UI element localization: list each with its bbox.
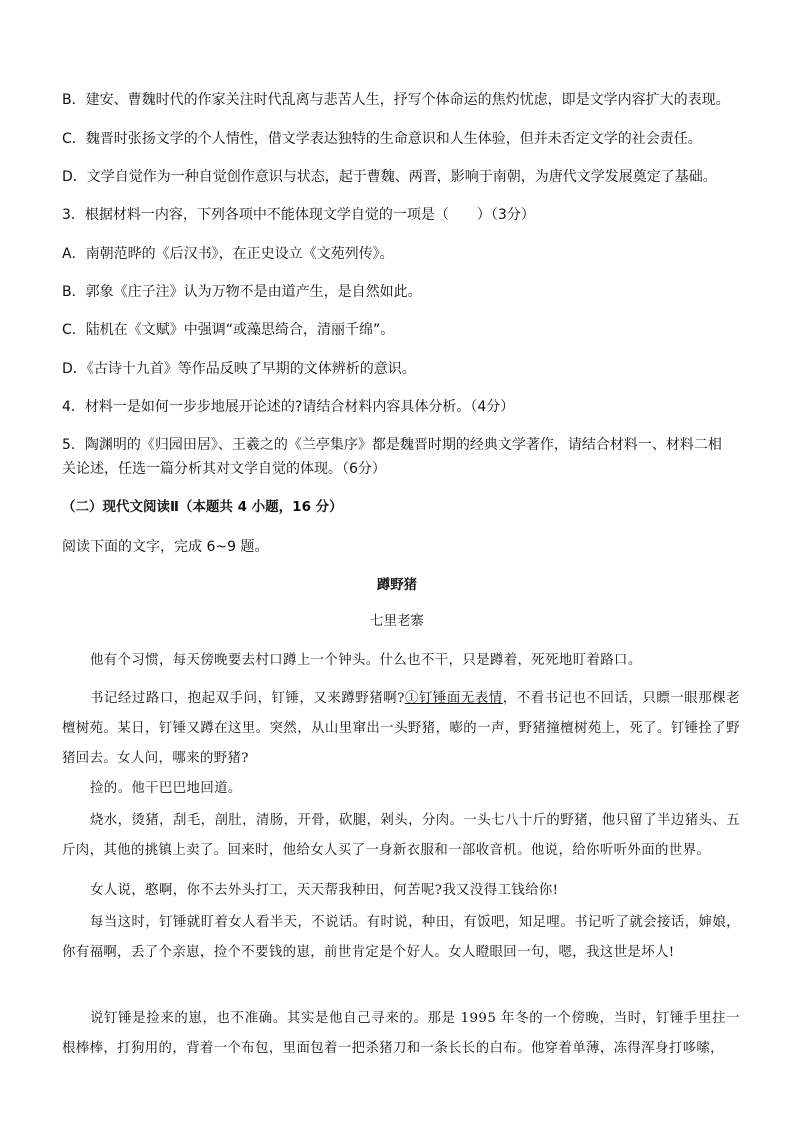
p2-text-before: 书记经过路口，抱起双手问，钉锤，又来蹲野猪啊? [90,691,405,706]
q5-line-2: 关论述，任选一篇分析其对文学自觉的体现。（6分） [62,461,386,477]
q4: 4．材料一是如何一步步地展开论述的?请结合材料内容具体分析。（4分） [62,399,515,415]
story-paragraph-7: 说钉锤是捡来的崽，也不准确。其实是他自己寻来的。那是 1995 年冬的一个傍晚，当时，钉锤手里拄一根棒棒，打狗用的，背着一个布包，里面包着一把杀猪刀和一条长长的白布。他穿着单薄，冻得浑身打哆嗦， [62,1011,740,1056]
q3-option-c: C．陆机在《文赋》中强调“或藻思绮合，清丽千绵”。 [62,322,395,338]
marked-sentence-1: ①钉锤面无表情 [404,691,503,706]
section-heading: （二）现代文阅读Ⅱ（本题共 4 小题，16 分） [62,499,343,515]
q3-option-d: D．《古诗十九首》等作品反映了早期的文体辨析的意识。 [62,361,416,377]
story-paragraph-3: 捡的。他干巴巴地回道。 [90,781,242,796]
story-author: 七里老寨 [370,614,424,629]
story-paragraph-4: 烧水，烫猪，刮毛，剖肚，清肠，开骨，砍腿，剁头，分肉。一头七八十斤的野猪，他只留了半边猪头、五斤肉，其他的挑镇上卖了。回来时，他给女人买了一身新衣服和一部收音机。他说，给你听听外面的世界。 [62,813,740,858]
story-title: 蹲野猪 [376,577,418,593]
story-paragraph-1: 他有个习惯，每天傍晚要去村口蹲上一个钟头。什么也不干，只是蹲着，死死地盯着路口。 [90,653,642,668]
story-paragraph-6: 每当这时，钉锤就盯着女人看半天，不说话。有时说，种田，有饭吧，知足哩。书记听了就会接话，婶娘，你有福啊，丢了个亲崽，捡个不要钱的崽，前世肯定是个好人。女人瞪眼回一句，嗯，我这世是坏人! [62,915,740,960]
q2-option-b: B．建安、曹魏时代的作家关注时代乱离与悲苦人生，抒写个体命运的焦灼忧虑，即是文学内容扩大的表现。 [62,92,730,108]
section-instruction: 阅读下面的文字，完成 6~9 题。 [62,539,269,555]
q3-stem: 3．根据材料一内容，下列各项中不能体现文学自觉的一项是（ ）（3分） [62,207,535,223]
q3-option-b: B．郭象《庄子注》认为万物不是由道产生，是自然如此。 [62,284,422,300]
q2-option-d: D．文学自觉作为一种自觉创作意识与状态，起于曹魏、两晋，影响于南朝，为唐代文学发展奠定了基础。 [62,169,717,185]
story-paragraph-2 [62,684,740,774]
q5-line-1: 5．陶渊明的《归园田居》、王羲之的《兰亭集序》都是魏晋时期的经典文学著作，请结合材料一、材料二相 [62,437,722,453]
q3-option-a: A．南朝范晔的《后汉书》，在正史设立《文苑列传》。 [62,246,394,262]
q2-option-c: C．魏晋时张扬文学的个人情性，借文学表达独特的生命意识和人生体验，但并未否定文学的社会责任。 [62,131,702,147]
p2-text-after: ，不看书记也不回话，只瞟一眼那棵老檀树苑。某日，钉锤又蹲在这里。突然，从山里窜出一头野猪，嘭的一声，野猪撞檀树苑上，死了。钉锤拴了野猪回去。女人问，哪来的野猪? [62,691,740,766]
story-paragraph-5: 女人说，憨啊，你不去外头打工，天天帮我种田，何苦呢?我又没得工钱给你! [90,883,559,898]
